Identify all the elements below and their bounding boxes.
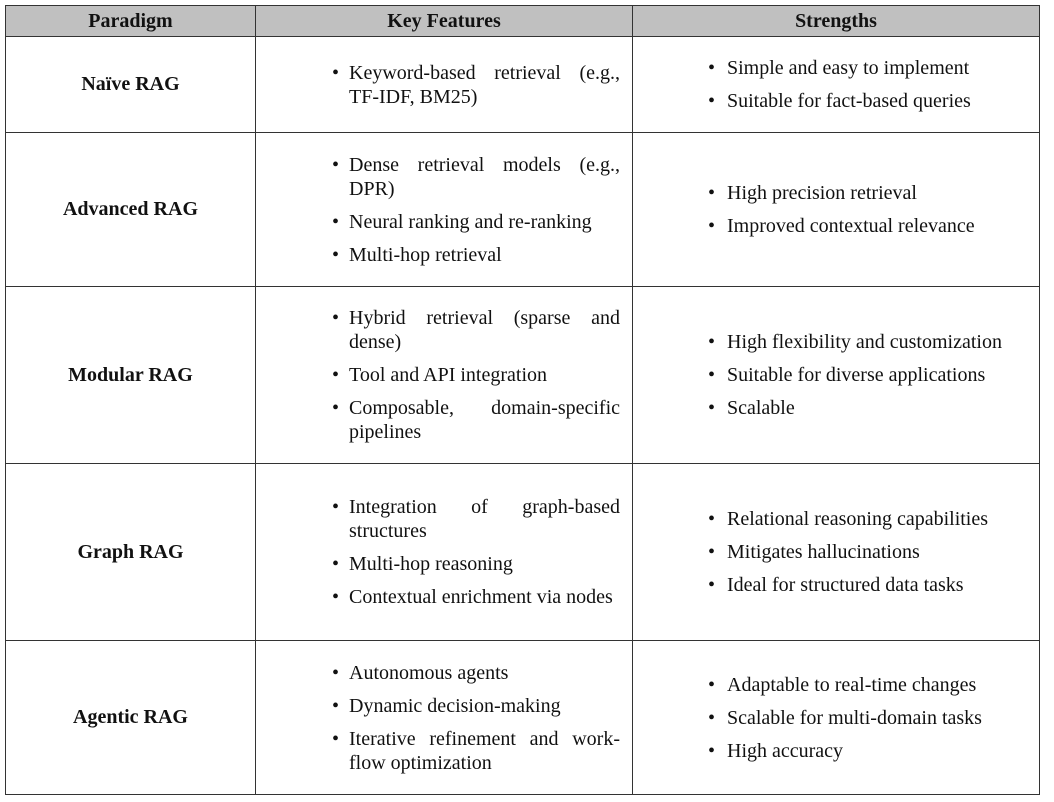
strengths-cell [633,287,1040,464]
features-cell [256,133,633,287]
paradigm-cell: Agentic RAG [6,641,256,795]
strength-item: • High flexibility and customization [633,330,1039,354]
feature-item: • Multi-hop reasoning [256,552,632,576]
strength-item: • Scalable [633,396,1039,420]
paradigm-cell: Naïve RAG [6,37,256,133]
feature-item: • Contextual enrichment via nodes [256,585,632,609]
header-strengths: Strengths [633,6,1040,37]
paradigm-cell: Advanced RAG [6,133,256,287]
feature-item: • Hybrid retrieval (sparse and dense) [256,306,632,354]
strength-item: • Suitable for diverse applications [633,363,1039,387]
strengths-cell [633,641,1040,795]
table-row [6,287,1040,464]
feature-item: • Dynamic decision-making [256,694,632,718]
strength-item: • Improved contextual relevance [633,214,1039,238]
strengths-cell [633,37,1040,133]
table-row [6,641,1040,795]
strengths-cell [633,133,1040,287]
feature-item: • Multi-hop retrieval [256,243,632,267]
features-cell [256,464,633,641]
rag-paradigms-table [5,5,1040,795]
table-row [6,133,1040,287]
strength-item: • Adaptable to real-time changes [633,673,1039,697]
header-paradigm: Paradigm [6,6,256,37]
feature-item: • Keyword-based retrieval (e.g., TF-IDF, BM25) [256,61,632,109]
strengths-cell [633,464,1040,641]
feature-item: • Composable, domain-specific pipelines [256,396,632,444]
table-row [6,37,1040,133]
header-key-features: Key Features [256,6,633,37]
strength-item: • Ideal for structured data tasks [633,573,1039,597]
features-cell [256,287,633,464]
header-row [6,6,1040,37]
feature-item: • Integration of graph-based structures [256,495,632,543]
feature-item: • Iterative refinement and work-flow optimization [256,727,632,775]
feature-item: • Dense retrieval models (e.g., DPR) [256,153,632,201]
table-row [6,464,1040,641]
strength-item: • Simple and easy to implement [633,56,1039,80]
paradigm-cell: Graph RAG [6,464,256,641]
feature-item: • Tool and API integration [256,363,632,387]
features-cell [256,641,633,795]
strength-item: • High accuracy [633,739,1039,763]
strength-item: • Mitigates hallucinations [633,540,1039,564]
strength-item: • Relational reasoning capabilities [633,507,1039,531]
feature-item: • Neural ranking and re-ranking [256,210,632,234]
features-cell [256,37,633,133]
strength-item: • High precision retrieval [633,181,1039,205]
paradigm-cell: Modular RAG [6,287,256,464]
strength-item: • Scalable for multi-domain tasks [633,706,1039,730]
strength-item: • Suitable for fact-based queries [633,89,1039,113]
feature-item: • Autonomous agents [256,661,632,685]
